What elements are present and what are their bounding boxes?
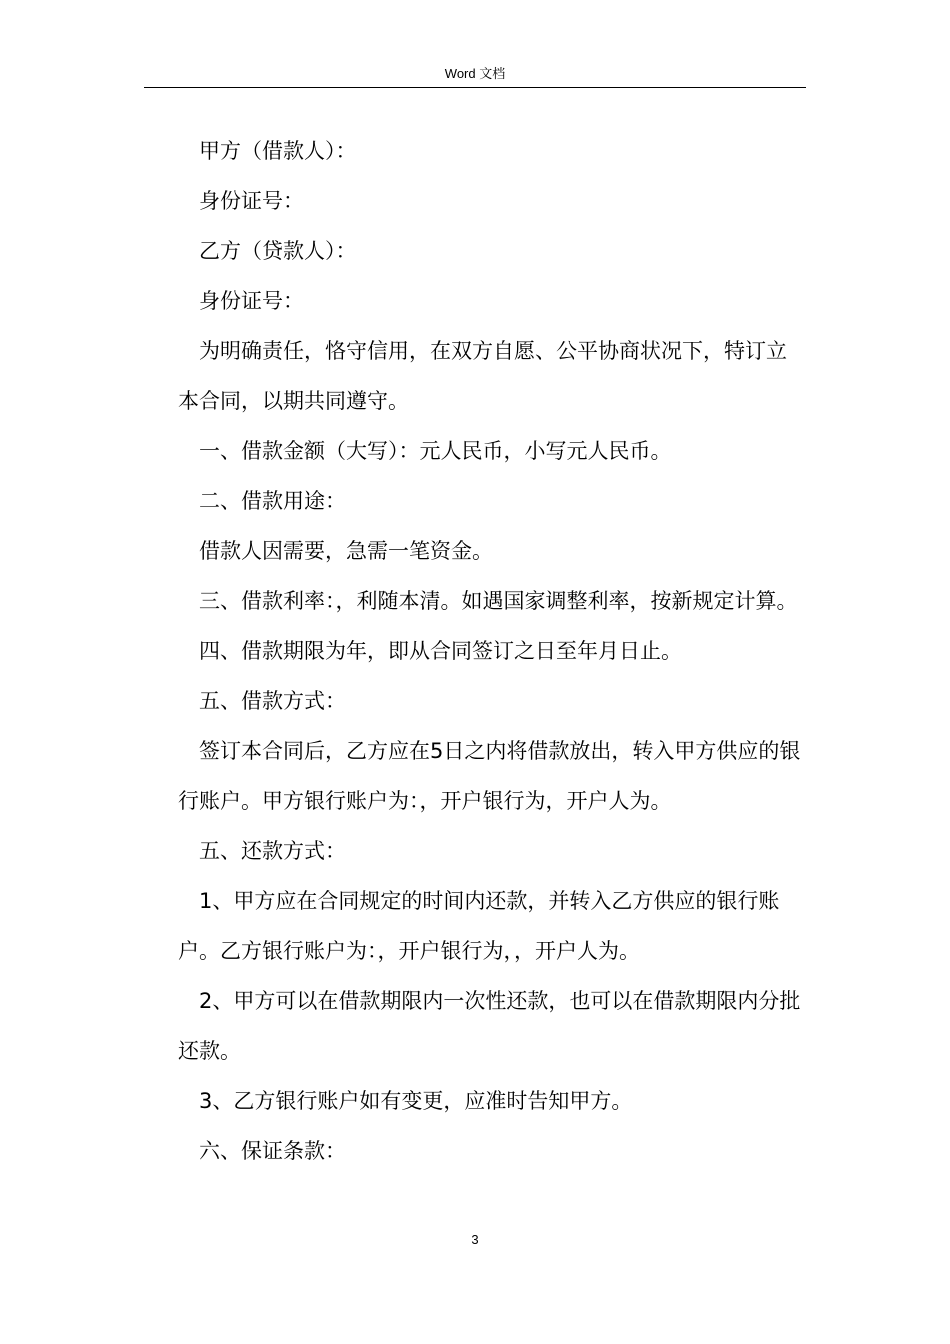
page-number: 3 (471, 1232, 479, 1247)
paragraph-loan-amount: 一、借款金额（大写）：元人民币，小写元人民币。 (199, 439, 672, 463)
paragraph-preamble: 为明确责任，恪守信用，在双方自愿、公平协商状况下，特订立本合同，以期共同遵守。 (178, 339, 787, 413)
paragraph-loan-method: 签订本合同后，乙方应在5日之内将借款放出，转入甲方供应的银行账户。甲方银行账户为：，开户银行为，开户人为。 (178, 739, 801, 813)
paragraph-loan-purpose: 借款人因需要，急需一笔资金。 (199, 539, 493, 563)
paragraph-guarantee-heading: 六、保证条款： (199, 1139, 346, 1163)
paragraph-repayment-3: 3、乙方银行账户如有变更，应准时告知甲方。 (199, 1089, 633, 1113)
paragraph-repayment-1: 1、甲方应在合同规定的时间内还款，并转入乙方供应的银行账户。乙方银行账户为：，开户银行为，，开户人为。 (178, 889, 780, 963)
paragraph-interest-rate: 三、借款利率：，利随本清。如遇国家调整利率，按新规定计算。 (199, 589, 798, 613)
paragraph-loan-term: 四、借款期限为年，即从合同签订之日至年月日止。 (199, 639, 682, 663)
paragraph-loan-purpose-heading: 二、借款用途： (199, 489, 346, 513)
paragraph-lender-id: 身份证号： (199, 289, 304, 313)
paragraph-borrower-id: 身份证号： (199, 189, 304, 213)
document-body (178, 126, 804, 1176)
page-header: Word 文档 (444, 66, 506, 81)
header-divider (144, 87, 806, 88)
paragraph-lender: 乙方（贷款人）： (199, 239, 357, 263)
paragraph-repayment-2: 2、甲方可以在借款期限内一次性还款，也可以在借款期限内分批还款。 (178, 989, 801, 1063)
paragraph-loan-method-heading: 五、借款方式： (199, 689, 346, 713)
paragraph-borrower: 甲方（借款人）： (199, 139, 357, 163)
paragraph-repayment-heading: 五、还款方式： (199, 839, 346, 863)
